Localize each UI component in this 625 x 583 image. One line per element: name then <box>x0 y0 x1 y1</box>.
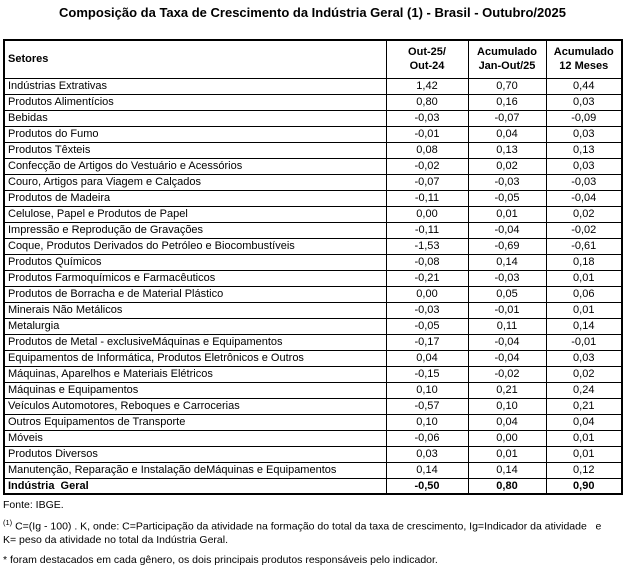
value-acumulado-12-meses: 0,02 <box>546 206 622 222</box>
sector-name: Minerais Não Metálicos <box>4 302 386 318</box>
header-line: 12 Meses <box>559 60 609 73</box>
value-out25-out24: -0,01 <box>386 126 468 142</box>
table-row <box>4 350 622 366</box>
value-acumulado-jan-out: 0,11 <box>468 318 546 334</box>
value-acumulado-12-meses: -0,03 <box>546 174 622 190</box>
value-acumulado-12-meses: 0,03 <box>546 350 622 366</box>
value-out25-out24: -0,03 <box>386 302 468 318</box>
value-out25-out24: 0,00 <box>386 206 468 222</box>
value-out25-out24: -0,03 <box>386 110 468 126</box>
table-footer <box>3 499 625 567</box>
value-out25-out24: 0,00 <box>386 286 468 302</box>
sector-name: Coque, Produtos Derivados do Petróleo e Biocombustíveis <box>4 238 386 254</box>
value-acumulado-jan-out: 0,04 <box>468 414 546 430</box>
value-out25-out24: -0,06 <box>386 430 468 446</box>
value-out25-out24: -0,07 <box>386 174 468 190</box>
value-out25-out24: -0,08 <box>386 254 468 270</box>
sector-name: Produtos de Borracha e de Material Plástico <box>4 286 386 302</box>
value-out25-out24: -0,02 <box>386 158 468 174</box>
value-acumulado-jan-out: 0,14 <box>468 462 546 478</box>
sector-name: Couro, Artigos para Viagem e Calçados <box>4 174 386 190</box>
value-acumulado-jan-out: -0,03 <box>468 270 546 286</box>
sector-name: Metalurgia <box>4 318 386 334</box>
value-acumulado-jan-out: 0,10 <box>468 398 546 414</box>
value-acumulado-12-meses: 0,24 <box>546 382 622 398</box>
value-out25-out24: 0,80 <box>386 94 468 110</box>
table-row <box>4 462 622 478</box>
value-acumulado-jan-out: 0,70 <box>468 78 546 94</box>
value-acumulado-12-meses: -0,04 <box>546 190 622 206</box>
table-row <box>4 126 622 142</box>
header-out25-out24 <box>386 40 468 78</box>
table-row <box>4 366 622 382</box>
value-acumulado-jan-out: 0,13 <box>468 142 546 158</box>
value-acumulado-jan-out: 0,05 <box>468 286 546 302</box>
value-acumulado-12-meses: 0,01 <box>546 430 622 446</box>
value-acumulado-12-meses: 0,14 <box>546 318 622 334</box>
value-acumulado-jan-out: -0,04 <box>468 350 546 366</box>
table-row <box>4 94 622 110</box>
sector-name: Produtos de Madeira <box>4 190 386 206</box>
total-section <box>4 478 622 494</box>
value-acumulado-12-meses: 0,03 <box>546 126 622 142</box>
total-value-acumulado-12-meses: 0,90 <box>546 478 622 494</box>
value-acumulado-jan-out: 0,21 <box>468 382 546 398</box>
page-title: Composição da Taxa de Crescimento da Indústria Geral (1) - Brasil - Outubro/2025 <box>59 5 566 20</box>
sector-name: Produtos Químicos <box>4 254 386 270</box>
table-row <box>4 78 622 94</box>
table-row <box>4 190 622 206</box>
header-line: Out-24 <box>409 60 445 73</box>
header-line: Acumulado <box>477 46 537 59</box>
header-line: Jan-Out/25 <box>478 60 536 73</box>
value-acumulado-12-meses: 0,13 <box>546 142 622 158</box>
value-out25-out24: 1,42 <box>386 78 468 94</box>
value-out25-out24: 0,08 <box>386 142 468 158</box>
value-acumulado-jan-out: 0,02 <box>468 158 546 174</box>
header-line: Out-25/ <box>408 46 446 59</box>
value-out25-out24: -0,21 <box>386 270 468 286</box>
value-acumulado-12-meses: 0,06 <box>546 286 622 302</box>
value-out25-out24: -0,15 <box>386 366 468 382</box>
table-row <box>4 174 622 190</box>
table-row <box>4 382 622 398</box>
total-row-label: Indústria Geral <box>4 478 386 494</box>
header-setores: Setores <box>4 40 386 78</box>
sector-name: Produtos do Fumo <box>4 126 386 142</box>
table-row <box>4 158 622 174</box>
value-acumulado-12-meses: 0,44 <box>546 78 622 94</box>
value-acumulado-jan-out: -0,04 <box>468 222 546 238</box>
table-row <box>4 318 622 334</box>
value-out25-out24: -0,11 <box>386 222 468 238</box>
value-out25-out24: -1,53 <box>386 238 468 254</box>
value-out25-out24: 0,10 <box>386 414 468 430</box>
total-value-out25-out24: -0,50 <box>386 478 468 494</box>
value-out25-out24: 0,03 <box>386 446 468 462</box>
value-acumulado-12-meses: -0,61 <box>546 238 622 254</box>
value-acumulado-jan-out: -0,04 <box>468 334 546 350</box>
table-row <box>4 398 622 414</box>
value-acumulado-12-meses: 0,01 <box>546 302 622 318</box>
value-acumulado-jan-out: -0,02 <box>468 366 546 382</box>
value-out25-out24: -0,17 <box>386 334 468 350</box>
sector-name: Manutenção, Reparação e Instalação deMáquinas e Equipamentos <box>4 462 386 478</box>
sector-name: Produtos Alimentícios <box>4 94 386 110</box>
sector-name: Confecção de Artigos do Vestuário e Acessórios <box>4 158 386 174</box>
value-acumulado-jan-out: -0,69 <box>468 238 546 254</box>
asterisk-note: * foram destacados em cada gênero, os dois principais produtos responsáveis pelo indicador. <box>3 553 438 566</box>
value-acumulado-12-meses: 0,12 <box>546 462 622 478</box>
value-acumulado-jan-out: -0,03 <box>468 174 546 190</box>
header-acumulado-jan-out <box>468 40 546 78</box>
sector-rows <box>4 78 622 478</box>
value-acumulado-jan-out: 0,04 <box>468 126 546 142</box>
value-acumulado-jan-out: 0,14 <box>468 254 546 270</box>
value-acumulado-12-meses: 0,21 <box>546 398 622 414</box>
value-out25-out24: 0,14 <box>386 462 468 478</box>
value-acumulado-jan-out: -0,07 <box>468 110 546 126</box>
sector-name: Produtos Têxteis <box>4 142 386 158</box>
value-out25-out24: 0,10 <box>386 382 468 398</box>
growth-composition-table <box>3 39 623 495</box>
value-acumulado-jan-out: 0,16 <box>468 94 546 110</box>
value-out25-out24: 0,04 <box>386 350 468 366</box>
table-row <box>4 254 622 270</box>
value-acumulado-jan-out: -0,05 <box>468 190 546 206</box>
header-row <box>4 40 622 78</box>
value-acumulado-jan-out: 0,00 <box>468 430 546 446</box>
sector-name: Máquinas e Equipamentos <box>4 382 386 398</box>
value-acumulado-12-meses: 0,02 <box>546 366 622 382</box>
value-acumulado-12-meses: -0,09 <box>546 110 622 126</box>
sector-name: Máquinas, Aparelhos e Materiais Elétricos <box>4 366 386 382</box>
sector-name: Impressão e Reprodução de Gravações <box>4 222 386 238</box>
table-row <box>4 270 622 286</box>
sector-name: Produtos de Metal - exclusiveMáquinas e Equipamentos <box>4 334 386 350</box>
value-acumulado-12-meses: 0,04 <box>546 414 622 430</box>
table-row <box>4 110 622 126</box>
table-row <box>4 334 622 350</box>
sector-name: Outros Equipamentos de Transporte <box>4 414 386 430</box>
value-acumulado-12-meses: -0,02 <box>546 222 622 238</box>
table-row <box>4 430 622 446</box>
value-acumulado-12-meses: -0,01 <box>546 334 622 350</box>
value-acumulado-12-meses: 0,01 <box>546 446 622 462</box>
source-note: Fonte: IBGE. <box>3 499 64 511</box>
footnote-1-continuation: K= peso da atividade no total da Indústria Geral. <box>3 533 229 546</box>
footnote-1 <box>3 516 625 534</box>
sector-name: Produtos Diversos <box>4 446 386 462</box>
sector-name: Celulose, Papel e Produtos de Papel <box>4 206 386 222</box>
table-row <box>4 142 622 158</box>
table-row <box>4 414 622 430</box>
value-out25-out24: -0,05 <box>386 318 468 334</box>
value-acumulado-12-meses: 0,03 <box>546 94 622 110</box>
table-row <box>4 238 622 254</box>
value-acumulado-jan-out: 0,01 <box>468 206 546 222</box>
footnote-marker: (1) <box>3 518 13 527</box>
table-row <box>4 446 622 462</box>
sector-name: Produtos Farmoquímicos e Farmacêuticos <box>4 270 386 286</box>
table-row <box>4 222 622 238</box>
table-row <box>4 286 622 302</box>
sector-name: Móveis <box>4 430 386 446</box>
value-acumulado-jan-out: 0,01 <box>468 446 546 462</box>
table-row <box>4 302 622 318</box>
value-out25-out24: -0,57 <box>386 398 468 414</box>
total-value-acumulado-jan-out: 0,80 <box>468 478 546 494</box>
sector-name: Bebidas <box>4 110 386 126</box>
value-acumulado-12-meses: 0,01 <box>546 270 622 286</box>
footnote-text-line1: C=(Ig - 100) . K, onde: C=Participação da atividade na formação do total da taxa de crescimento, Ig=Indicador da atividade e <box>12 520 602 533</box>
sector-name: Indústrias Extrativas <box>4 78 386 94</box>
header-line: Acumulado <box>553 46 614 59</box>
sector-name: Equipamentos de Informática, Produtos Eletrônicos e Outros <box>4 350 386 366</box>
header-acumulado-12-meses <box>546 40 622 78</box>
value-acumulado-12-meses: 0,18 <box>546 254 622 270</box>
total-row <box>4 478 622 494</box>
table-row <box>4 206 622 222</box>
value-out25-out24: -0,11 <box>386 190 468 206</box>
value-acumulado-12-meses: 0,03 <box>546 158 622 174</box>
sector-name: Veículos Automotores, Reboques e Carrocerias <box>4 398 386 414</box>
value-acumulado-jan-out: -0,01 <box>468 302 546 318</box>
